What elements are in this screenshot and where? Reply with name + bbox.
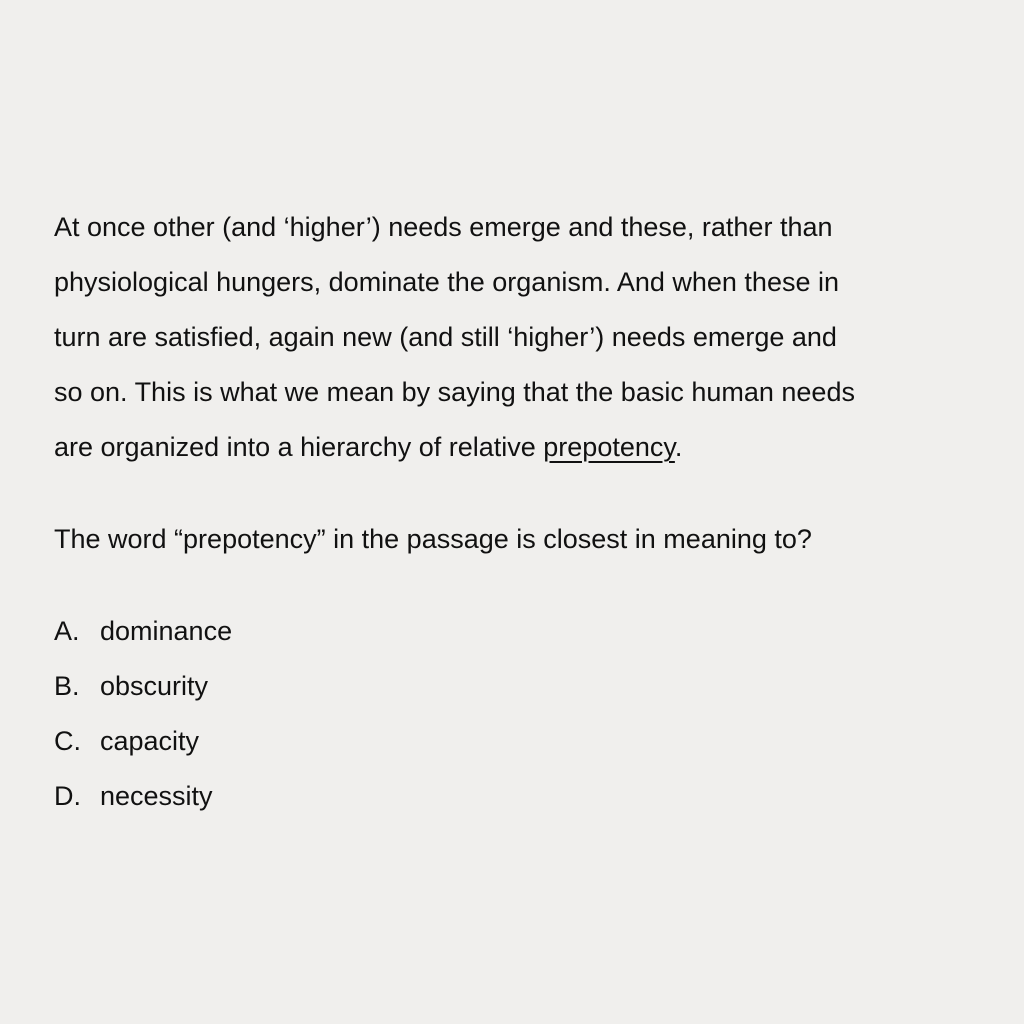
answer-option-b[interactable]	[54, 659, 1014, 714]
passage-line: so on. This is what we mean by saying that the basic human needs	[54, 377, 855, 407]
answer-option-a[interactable]	[54, 604, 1014, 659]
passage-text: .	[674, 432, 683, 462]
passage-text: are organized into a hierarchy of relative	[54, 432, 544, 462]
option-letter: A.	[54, 616, 80, 646]
option-text: dominance	[100, 616, 233, 646]
answer-option-c[interactable]	[54, 714, 1014, 769]
option-text: necessity	[100, 781, 213, 811]
passage-line-last	[54, 420, 1014, 475]
reading-passage	[54, 200, 1014, 475]
passage-line: At once other (and ‘higher’) needs emerge and these, rather than	[54, 212, 833, 242]
option-text: capacity	[100, 726, 200, 756]
question-card	[54, 200, 1014, 824]
answer-option-d[interactable]	[54, 769, 1014, 824]
option-letter: D.	[54, 781, 81, 811]
highlighted-word: prepotency	[543, 432, 675, 462]
passage-line: physiological hungers, dominate the organism. And when these in	[54, 267, 839, 297]
option-text: obscurity	[100, 671, 209, 701]
question-prompt: The word “prepotency” in the passage is closest in meaning to?	[54, 524, 812, 554]
option-letter: B.	[54, 671, 80, 701]
answer-options	[54, 604, 1014, 824]
passage-line: turn are satisfied, again new (and still ‘higher’) needs emerge and	[54, 322, 837, 352]
option-letter: C.	[54, 726, 81, 756]
